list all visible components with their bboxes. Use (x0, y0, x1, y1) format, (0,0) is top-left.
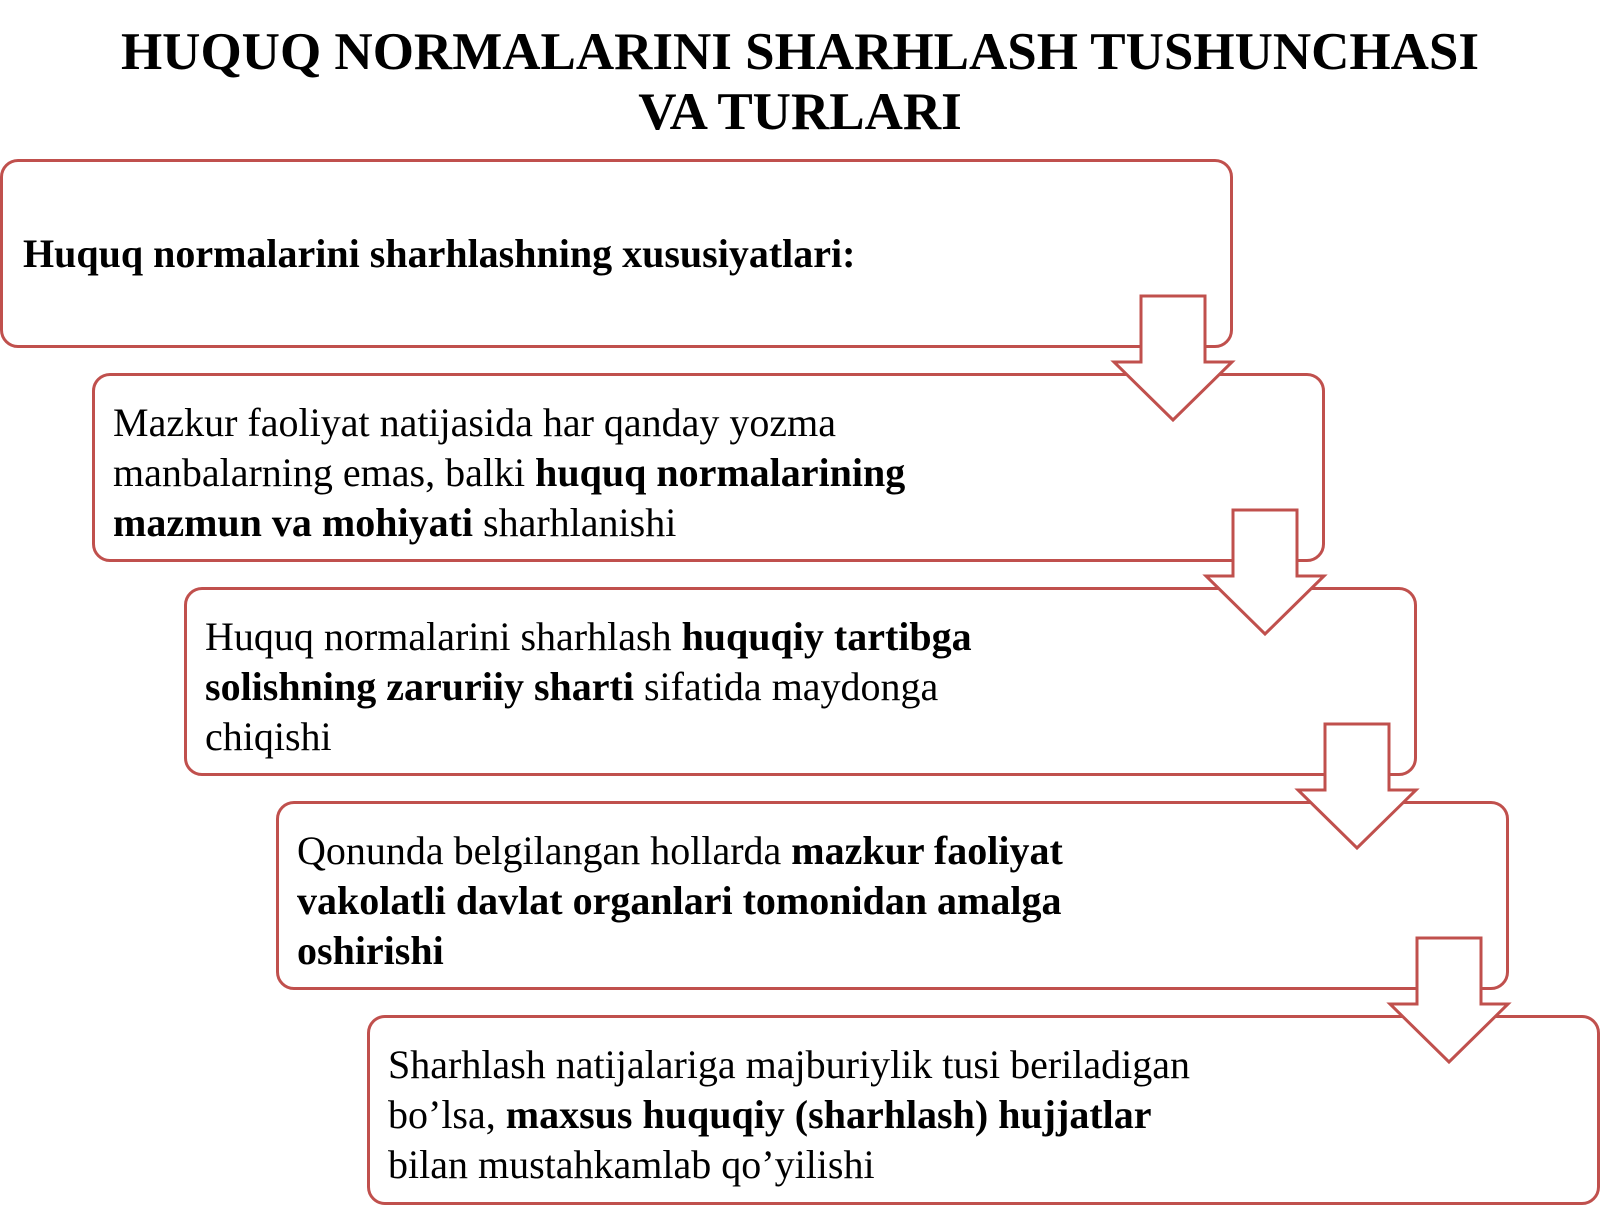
title-line-2: VA TURLARI (638, 83, 962, 141)
title-line-1: HUQUQ NORMALARINI SHARHLASH TUSHUNCHASI (120, 23, 1480, 81)
step-4-text-1b: mazkur faoliyat (791, 828, 1063, 873)
step-2-text-1: Mazkur faoliyat natijasida har qanday yozma (113, 400, 837, 445)
step-3-line-1 (205, 612, 1414, 662)
step-3-text-2a: solishning zaruriiy sharti (205, 664, 634, 709)
step-5-line-2 (388, 1090, 1597, 1140)
step-3-text-1a: Huquq normalarini sharhlash (205, 614, 682, 659)
step-5-text-2b: maxsus huquqiy (sharhlash) hujjatlar (505, 1092, 1152, 1137)
step-4-text-2: vakolatli davlat organlari tomonidan amalga (297, 878, 1062, 923)
step-box-1 (0, 159, 1233, 348)
step-3-text-1b: huquqiy tartibga (681, 614, 972, 659)
step-box-2 (92, 373, 1325, 562)
step-4-line-2 (297, 876, 1506, 926)
step-2-line-2 (113, 448, 1322, 498)
step-3-text-3: chiqishi (205, 714, 332, 759)
step-5-text-1: Sharhlash natijalariga majburiylik tusi beriladigan (388, 1042, 1191, 1087)
step-4-text-1a: Qonunda belgilangan hollarda (297, 828, 792, 873)
step-3-text-2b: sifatida maydonga (633, 664, 939, 709)
page-title (0, 22, 1600, 142)
step-5-line-1 (388, 1040, 1597, 1090)
step-4-line-3 (297, 926, 1506, 976)
step-1-heading: Huquq normalarini sharhlashning xususiyatlari: (23, 230, 856, 276)
step-5-text-2a: bo’lsa, (388, 1092, 506, 1137)
step-box-3 (184, 587, 1417, 776)
step-2-text-2b: huquq normalarining (535, 450, 906, 495)
step-box-5 (367, 1015, 1600, 1205)
step-4-text-3: oshirishi (297, 928, 444, 973)
step-5-line-3 (388, 1140, 1597, 1190)
step-2-line-3 (113, 498, 1322, 548)
step-3-line-2 (205, 662, 1414, 712)
step-3-line-3 (205, 712, 1414, 762)
step-2-text-3b: sharhlanishi (473, 500, 677, 545)
step-5-text-3: bilan mustahkamlab qo’yilishi (388, 1142, 875, 1187)
step-box-4 (276, 801, 1509, 990)
step-4-line-1 (297, 826, 1506, 876)
step-2-text-2a: manbalarning emas, balki (113, 450, 536, 495)
step-2-text-3a: mazmun va mohiyati (113, 500, 473, 545)
step-2-line-1 (113, 398, 1322, 448)
